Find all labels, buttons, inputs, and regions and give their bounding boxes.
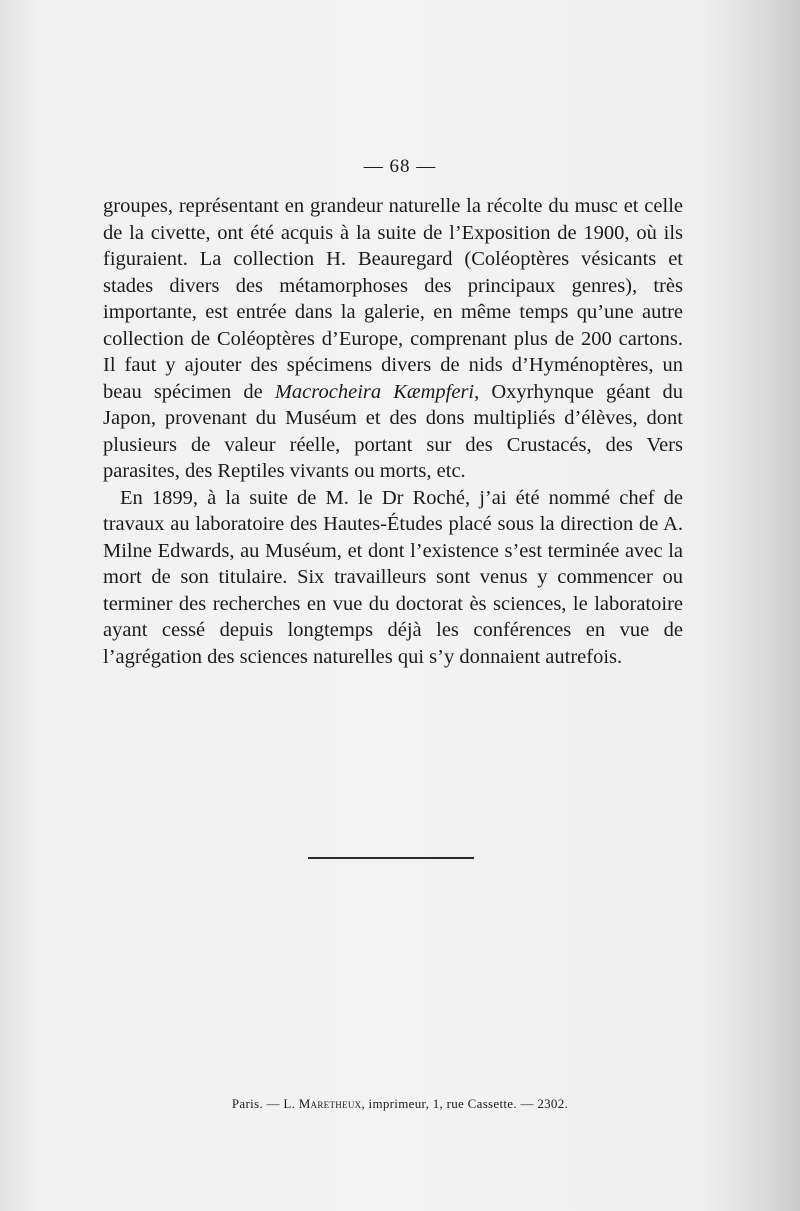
imprint-printer-name: Maretheux — [298, 1096, 362, 1111]
paragraph-1-text-start: groupes, représentant en grandeur naturelle la récolte du musc et celle de la civette, ont été acquis à la suite de l’Exposition de 1900, où ils figuraient. La collection H. Beauregard (Coléoptères vésicants et stades divers des métamorphoses des principaux genres), très importante, est entrée dans la galerie, en même temps qu’une autre collection de Coléoptères d’Europe, comprenant plus de 200 cartons. Il faut y ajouter des spécimens divers de nids d’Hyménoptères, un beau spécimen de — [103, 195, 683, 403]
paragraph-1 — [103, 193, 683, 485]
closing-rule — [308, 857, 474, 859]
paragraph-1-text-end: , Oxyrhynque géant du Japon, provenant du Muséum et des dons multipliés d’élèves, dont plusieurs de valeur réelle, portant sur des Crustacés, des Vers parasites, des Reptiles vivants ou morts, etc. — [103, 380, 684, 482]
species-name-italic: Macrocheira Kæmpferi — [274, 380, 475, 403]
page-number: — 68 — — [363, 156, 437, 177]
body-text — [103, 193, 683, 670]
printer-imprint — [0, 1096, 800, 1112]
imprint-prefix: Paris. — L. — [231, 1096, 299, 1111]
paragraph-2: En 1899, à la suite de M. le Dr Roché, j’ai été nommé chef de travaux au laboratoire des Hautes-Études placé sous la direction de A. Milne Edwards, au Muséum, et dont l’existence s’est terminée avec la mort de son titulaire. Six travailleurs sont venus y commencer ou terminer des recherches en vue du doctorat ès sciences, le laboratoire ayant cessé depuis longtemps déjà les conférences en vue de l’agrégation des sciences naturelles qui s’y donnaient autrefois. — [103, 486, 683, 668]
imprint-suffix: , imprimeur, 1, rue Cassette. — 2302. — [361, 1096, 569, 1111]
